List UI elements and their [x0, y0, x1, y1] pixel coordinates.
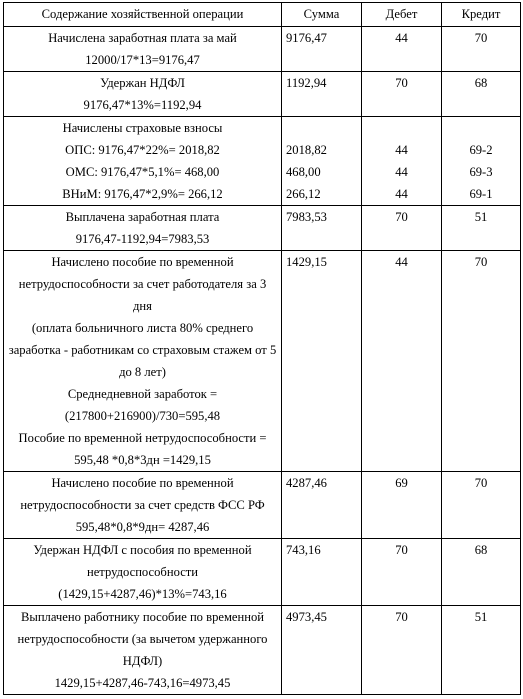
credit-value: 69-2 [469, 143, 493, 157]
operation-cell [4, 72, 282, 117]
debit-value: 44 [395, 187, 408, 201]
operation-line: Удержан НДФЛ [100, 76, 185, 90]
operations-table-wrapper [3, 2, 521, 695]
debit-value: 44 [395, 143, 408, 157]
credit-value: 51 [474, 610, 488, 624]
sum-cell [282, 539, 362, 606]
operation-line: Пособие по временной нетрудоспособности = 595,48 *0,8*3дн =1429,15 [18, 431, 267, 467]
credit-value: 70 [474, 476, 488, 490]
debit-value: 44 [395, 255, 408, 269]
sum-value: 9176,47 [286, 31, 327, 45]
table-row [4, 72, 521, 117]
sum-value: 7983,53 [286, 210, 327, 224]
credit-value: 69-3 [469, 165, 493, 179]
sum-cell [282, 206, 362, 251]
operation-line: Начислена заработная плата за май [48, 31, 237, 45]
operation-line: 9176,47-1192,94=7983,53 [75, 232, 210, 246]
header-debit: Дебет [362, 3, 442, 27]
sum-value [286, 117, 357, 139]
operation-line: 9176,47*13%=1192,94 [83, 98, 202, 112]
table-row [4, 472, 521, 539]
sum-value: 743,16 [286, 543, 321, 557]
table-row [4, 251, 521, 472]
credit-cell [442, 72, 521, 117]
operation-line: Начислены страховые взносы [62, 121, 223, 135]
operation-cell [4, 27, 282, 72]
sum-cell [282, 72, 362, 117]
credit-value: 51 [474, 210, 488, 224]
header-sum: Сумма [282, 3, 362, 27]
operation-cell [4, 606, 282, 695]
operations-table [3, 2, 521, 695]
sum-value: 468,00 [286, 165, 321, 179]
debit-cell [362, 251, 442, 472]
operation-line: Начислено пособие по временной нетрудоспособности за счет работодателя за 3 дня [18, 255, 267, 313]
debit-value: 44 [395, 165, 408, 179]
sum-cell [282, 251, 362, 472]
operation-line: ОПС: 9176,47*22%= 2018,82 [65, 143, 220, 157]
credit-cell [442, 606, 521, 695]
operation-cell [4, 251, 282, 472]
credit-cell [442, 472, 521, 539]
sum-value: 266,12 [286, 187, 321, 201]
debit-cell [362, 27, 442, 72]
sum-value: 4973,45 [286, 610, 327, 624]
credit-cell [442, 251, 521, 472]
table-row [4, 539, 521, 606]
credit-value: 68 [474, 76, 488, 90]
debit-value: 69 [395, 476, 408, 490]
table-row [4, 117, 521, 206]
credit-value: 69-1 [469, 187, 493, 201]
credit-value: 68 [474, 543, 488, 557]
operation-line: 1429,15+4287,46-743,16=4973,45 [54, 676, 231, 690]
header-operation: Содержание хозяйственной операции [4, 3, 282, 27]
operation-line: ОМС: 9176,47*5,1%= 468,00 [65, 165, 220, 179]
sum-value: 2018,82 [286, 143, 327, 157]
credit-value [446, 117, 516, 139]
operation-line: 12000/17*13=9176,47 [85, 53, 200, 67]
credit-cell [442, 539, 521, 606]
table-row [4, 27, 521, 72]
debit-cell [362, 206, 442, 251]
debit-cell [362, 472, 442, 539]
credit-cell [442, 117, 521, 206]
table-row [4, 606, 521, 695]
credit-value: 70 [474, 31, 488, 45]
operation-cell [4, 117, 282, 206]
sum-cell [282, 606, 362, 695]
debit-cell [362, 539, 442, 606]
sum-cell [282, 27, 362, 72]
operation-line: ВНиМ: 9176,47*2,9%= 266,12 [62, 187, 223, 201]
operation-line: Среднедневной заработок = (217800+216900)/730=595,48 [64, 387, 221, 423]
table-header-row [4, 3, 521, 27]
operation-cell [4, 206, 282, 251]
debit-value: 44 [395, 31, 408, 45]
operation-line: Начислено пособие по временной нетрудоспособности за счет средств ФСС РФ [20, 476, 265, 512]
debit-cell [362, 117, 442, 206]
sum-value: 4287,46 [286, 476, 327, 490]
operation-line: Удержан НДФЛ с пособия по временной нетрудоспособности [33, 543, 252, 579]
table-row [4, 206, 521, 251]
operation-line: (1429,15+4287,46)*13%=743,16 [58, 587, 227, 601]
debit-cell [362, 72, 442, 117]
debit-value: 70 [395, 210, 408, 224]
operation-line: (оплата больничного листа 80% среднего заработка - работникам со страховым стажем от 5 до 8 лет) [8, 321, 277, 379]
debit-value [366, 117, 437, 139]
header-credit: Кредит [442, 3, 521, 27]
operation-cell [4, 539, 282, 606]
operation-line: Выплачено работнику пособие по временной нетрудоспособности (за вычетом удержанного НДФЛ) [17, 610, 268, 668]
operation-cell [4, 472, 282, 539]
sum-value: 1192,94 [286, 76, 327, 90]
debit-cell [362, 606, 442, 695]
credit-cell [442, 206, 521, 251]
debit-value: 70 [395, 76, 408, 90]
credit-cell [442, 27, 521, 72]
sum-cell [282, 472, 362, 539]
debit-value: 70 [395, 610, 408, 624]
operation-line: Выплачена заработная плата [65, 210, 220, 224]
credit-value: 70 [474, 255, 488, 269]
sum-cell [282, 117, 362, 206]
debit-value: 70 [395, 543, 408, 557]
operation-line: 595,48*0,8*9дн= 4287,46 [75, 520, 210, 534]
sum-value: 1429,15 [286, 255, 327, 269]
